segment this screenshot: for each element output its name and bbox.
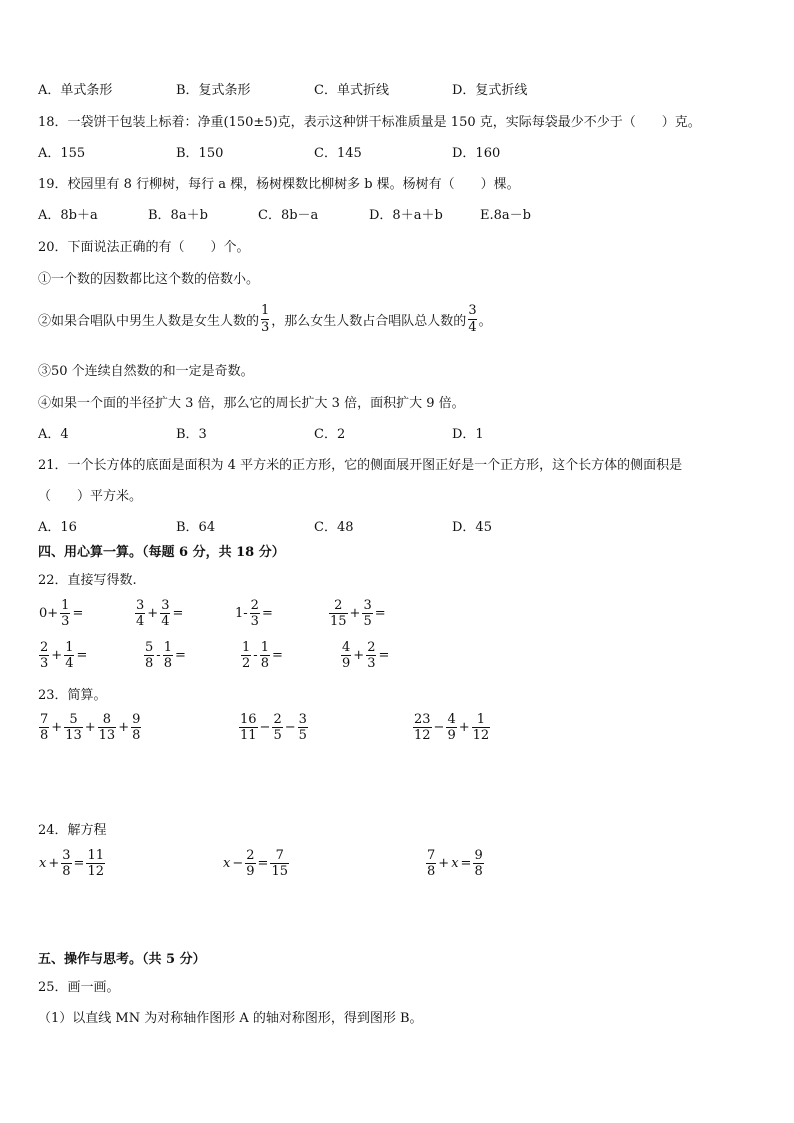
numerator: 1 (476, 712, 486, 727)
denominator: 9 (447, 728, 456, 743)
denominator: 8 (260, 656, 269, 671)
fraction (131, 712, 141, 743)
q21-option-c: C．48 (314, 520, 354, 535)
denominator: 4 (65, 656, 74, 671)
operator: − (284, 720, 296, 735)
fraction (270, 848, 289, 879)
operator: − (259, 720, 271, 735)
denominator: 12 (414, 728, 431, 743)
denominator: 9 (342, 656, 351, 671)
operator: + (147, 606, 159, 621)
numerator: 23 (414, 712, 431, 727)
fraction (98, 712, 117, 743)
q18-stem: 18．一袋饼干包装上标着：净重(150±5)克，表示这种饼干标准质量是 150 克，实际每袋最少不少于（ ）克。 (38, 115, 701, 130)
q24-equation-c (425, 848, 485, 879)
q17-option-c: C．单式折线 (314, 83, 389, 98)
q21-option-d: D．45 (452, 520, 492, 535)
numerator: 1 (65, 640, 74, 655)
denominator: 12 (87, 864, 104, 879)
equals-sign: = (271, 648, 283, 663)
q20-statement-3: ③50 个连续自然数的和一定是奇数。 (38, 364, 254, 379)
numerator: 1 (163, 640, 172, 655)
fraction (473, 848, 483, 879)
fraction (39, 640, 49, 671)
q23-expr-a (38, 712, 142, 743)
denominator: 8 (427, 864, 436, 879)
q20-s2-text-c: 。 (478, 313, 492, 329)
fraction (426, 848, 436, 879)
q20-option-d: D．1 (452, 427, 484, 442)
denominator: 3 (61, 614, 70, 629)
operator: + (438, 856, 450, 871)
fraction (245, 848, 255, 879)
q20-stem: 20．下面说法正确的有（ ）个。 (38, 240, 250, 255)
operator: + (51, 648, 63, 663)
denominator: 4 (468, 320, 477, 335)
operator: − (232, 856, 244, 871)
q19-option-e: E.8a－b (480, 208, 531, 223)
fraction (468, 303, 476, 336)
variable-x: x (451, 856, 459, 871)
numerator: 7 (275, 848, 284, 863)
numerator: 1 (61, 598, 70, 613)
denominator: 13 (65, 728, 82, 743)
numerator: 9 (474, 848, 483, 863)
equals-sign: = (172, 606, 184, 621)
variable-x: x (223, 856, 231, 871)
denominator: 8 (145, 656, 154, 671)
q20-option-c: C．2 (314, 427, 346, 442)
operator: + (118, 720, 130, 735)
equals-sign: = (76, 648, 88, 663)
fraction (341, 640, 351, 671)
variable-x: x (39, 856, 47, 871)
operator: + (48, 856, 60, 871)
q20-statement-2 (38, 305, 492, 338)
q20-statement-4: ④如果一个面的半径扩大 3 倍，那么它的周长扩大 3 倍，面积扩大 9 倍。 (38, 396, 465, 411)
fraction (160, 598, 170, 629)
numerator: 11 (87, 848, 104, 863)
q17-option-b: B．复式条形 (176, 83, 251, 98)
fraction (144, 640, 154, 671)
operator: + (84, 720, 96, 735)
q24-equation-a (38, 848, 106, 879)
numerator: 3 (136, 598, 145, 613)
fraction (135, 598, 145, 629)
fraction (446, 712, 456, 743)
operator: − (433, 720, 445, 735)
fraction (61, 848, 71, 879)
q22-expr-5 (38, 640, 88, 671)
denominator: 11 (240, 728, 257, 743)
numerator: 8 (102, 712, 112, 727)
q22-expr-7 (240, 640, 284, 671)
q17-option-d: D．复式折线 (452, 83, 528, 98)
denominator: 4 (161, 614, 170, 629)
q22-expr-1 (38, 598, 84, 629)
q22-expr-4 (328, 598, 387, 629)
operator: + (458, 720, 470, 735)
q21-option-b: B．64 (176, 520, 216, 535)
fraction (239, 712, 258, 743)
denominator: 8 (132, 728, 141, 743)
operand: 0+ (39, 606, 59, 621)
fraction (163, 640, 173, 671)
denominator: 8 (474, 864, 483, 879)
q25-subquestion-1: （1）以直线 MN 为对称轴作图形 A 的轴对称图形，得到图形 B。 (38, 1011, 423, 1026)
equals-sign: = (374, 606, 386, 621)
numerator: 2 (273, 712, 282, 727)
q18-option-b: B．150 (176, 146, 224, 161)
q19-option-b: B．8a＋b (148, 208, 208, 223)
equals-sign: = (73, 856, 85, 871)
q21-stem-line2: （ ）平方米。 (38, 489, 143, 504)
numerator: 9 (132, 712, 141, 727)
q24-title: 24．解方程 (38, 823, 107, 838)
fraction (60, 598, 70, 629)
fraction (250, 598, 260, 629)
numerator: 5 (69, 712, 78, 727)
denominator: 5 (273, 728, 282, 743)
operator: + (51, 720, 63, 735)
fraction (413, 712, 432, 743)
numerator: 1 (242, 640, 251, 655)
q22-expr-8 (340, 640, 390, 671)
q20-option-b: B．3 (176, 427, 207, 442)
denominator: 3 (250, 614, 259, 629)
fraction (39, 712, 49, 743)
equals-sign: = (257, 856, 269, 871)
fraction (298, 712, 308, 743)
denominator: 5 (363, 614, 372, 629)
fraction (86, 848, 105, 879)
q22-expr-2 (134, 598, 184, 629)
q24-equation-b (222, 848, 290, 879)
q18-option-c: C．145 (314, 146, 362, 161)
numerator: 3 (62, 848, 71, 863)
fraction (272, 712, 282, 743)
denominator: 8 (40, 728, 49, 743)
fraction (366, 640, 376, 671)
numerator: 3 (363, 598, 372, 613)
numerator: 2 (246, 848, 255, 863)
q23-expr-b (238, 712, 309, 743)
equals-sign: = (261, 606, 273, 621)
numerator: 1 (260, 640, 269, 655)
numerator: 3 (298, 712, 307, 727)
numerator: 16 (240, 712, 257, 727)
fraction (472, 712, 491, 743)
q25-title: 25．画一画。 (38, 980, 120, 995)
q18-option-a: A．155 (38, 146, 86, 161)
numerator: 7 (40, 712, 49, 727)
denominator: 15 (330, 614, 347, 629)
numerator: 2 (250, 598, 259, 613)
q22-expr-6 (143, 640, 187, 671)
denominator: 13 (98, 728, 116, 743)
denominator: 3 (40, 656, 49, 671)
operator: - (156, 648, 161, 663)
numerator: 4 (447, 712, 456, 727)
denominator: 9 (246, 864, 255, 879)
numerator: 2 (334, 598, 343, 613)
q19-option-c: C．8b－a (258, 208, 319, 223)
denominator: 12 (472, 728, 490, 743)
denominator: 8 (163, 656, 172, 671)
q20-s2-text-b: ，那么女生人数占合唱队总人数的 (271, 313, 467, 329)
section-5-heading: 五、操作与思考。（共 5 分） (38, 952, 206, 967)
fraction (362, 598, 372, 629)
q17-option-a: A．单式条形 (38, 83, 113, 98)
equals-sign: = (460, 856, 472, 871)
operator: + (353, 648, 365, 663)
q20-statement-1: ①一个数的因数都比这个数的倍数小。 (38, 272, 260, 287)
numerator: 2 (40, 640, 49, 655)
fraction (241, 640, 251, 671)
fraction (64, 640, 74, 671)
q23-expr-c (412, 712, 491, 743)
q20-s2-text-a: ②如果合唱队中男生人数是女生人数的 (38, 313, 260, 329)
fraction (261, 303, 269, 336)
q18-option-d: D．160 (452, 146, 501, 161)
numerator: 3 (468, 303, 477, 318)
numerator: 3 (161, 598, 170, 613)
denominator: 15 (271, 864, 288, 879)
equals-sign: = (378, 648, 390, 663)
equals-sign: = (72, 606, 84, 621)
fraction (329, 598, 348, 629)
q21-option-a: A．16 (38, 520, 77, 535)
q19-option-d: D．8＋a＋b (369, 208, 443, 223)
operator: - (253, 648, 258, 663)
q19-option-a: A．8b＋a (38, 208, 98, 223)
denominator: 3 (261, 320, 270, 335)
q22-expr-3 (234, 598, 274, 629)
denominator: 8 (62, 864, 71, 879)
operand: 1- (235, 606, 248, 621)
numerator: 4 (342, 640, 351, 655)
operator: + (349, 606, 361, 621)
denominator: 3 (367, 656, 376, 671)
equals-sign: = (174, 648, 186, 663)
denominator: 5 (298, 728, 307, 743)
numerator: 5 (145, 640, 154, 655)
q19-stem: 19．校园里有 8 行柳树，每行 a 棵，杨树棵数比柳树多 b 棵。杨树有（ ）棵。 (38, 177, 520, 192)
fraction (260, 640, 270, 671)
section-4-heading: 四、用心算一算。（每题 6 分，共 18 分） (38, 545, 285, 560)
fraction (64, 712, 83, 743)
numerator: 2 (367, 640, 376, 655)
numerator: 7 (427, 848, 436, 863)
denominator: 2 (242, 656, 251, 671)
q20-option-a: A．4 (38, 427, 69, 442)
q22-title: 22．直接写得数. (38, 573, 137, 588)
q23-title: 23．简算。 (38, 688, 107, 703)
numerator: 1 (261, 303, 270, 318)
q21-stem-line1: 21．一个长方体的底面是面积为 4 平方米的正方形，它的侧面展开图正好是一个正方形，这个长方体的侧面积是 (38, 458, 683, 473)
denominator: 4 (136, 614, 145, 629)
